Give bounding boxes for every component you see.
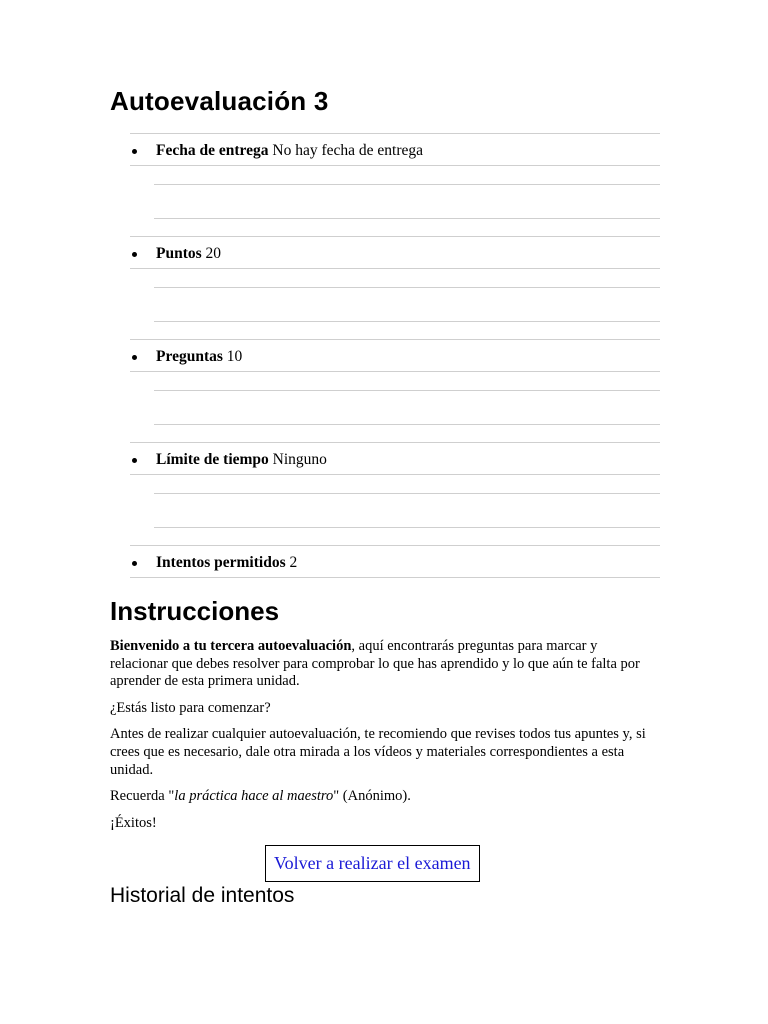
- divider: [154, 493, 660, 494]
- detail-label: Límite de tiempo: [156, 451, 269, 468]
- detail-value: 2: [289, 554, 298, 571]
- detail-row: [130, 133, 660, 166]
- detail-questions: [130, 339, 660, 442]
- detail-row: [130, 339, 660, 372]
- detail-spacer: [130, 269, 660, 339]
- detail-value: Ninguno: [272, 451, 327, 468]
- detail-spacer: [130, 372, 660, 442]
- divider: [154, 424, 660, 425]
- divider: [154, 218, 660, 219]
- bullet-icon: [132, 149, 137, 154]
- detail-label: Intentos permitidos: [156, 554, 286, 571]
- detail-points: [130, 236, 660, 339]
- advice-paragraph: Antes de realizar cualquier autoevaluación, te recomiendo que revises todos tus apuntes y, si crees que es necesario, dale otra mirada a los vídeos y materiales correspondientes a esta unidad.: [110, 726, 646, 778]
- divider: [154, 390, 660, 391]
- quote-text: la práctica hace al maestro: [174, 788, 334, 805]
- detail-label: Puntos: [156, 245, 202, 262]
- detail-label: Fecha de entrega: [156, 142, 269, 159]
- intro-text: , aquí encontrarás preguntas para marcar y relacionar que debes resolver para comprobar lo que has aprendido y lo que aún te falta por aprender de esta primera unidad.: [110, 638, 640, 690]
- instructions-title: Instrucciones: [110, 596, 280, 626]
- detail-label: Preguntas: [156, 348, 223, 365]
- detail-row: [130, 545, 660, 578]
- retake-container: [265, 845, 480, 882]
- detail-due-date: [130, 133, 660, 236]
- attempt-history-title: Historial de intentos: [110, 884, 295, 907]
- instructions-body: [110, 638, 656, 841]
- bullet-icon: [132, 252, 137, 257]
- quote-suffix: " (Anónimo).: [333, 788, 411, 805]
- detail-value: 20: [205, 245, 222, 262]
- intro-paragraph: [110, 638, 656, 691]
- closing-text: ¡Éxitos!: [110, 814, 157, 831]
- detail-row: [130, 442, 660, 475]
- divider: [154, 184, 660, 185]
- divider: [154, 287, 660, 288]
- quiz-details-list: [130, 133, 660, 578]
- retake-quiz-button[interactable]: Volver a realizar el examen: [265, 845, 480, 882]
- divider: [154, 527, 660, 528]
- detail-spacer: [130, 475, 660, 545]
- divider: [154, 321, 660, 322]
- bullet-icon: [132, 458, 137, 463]
- detail-allowed-attempts: [130, 545, 660, 578]
- bullet-icon: [132, 561, 137, 566]
- detail-time-limit: [130, 442, 660, 545]
- ready-question: ¿Estás listo para comenzar?: [110, 699, 271, 716]
- intro-bold-text: Bienvenido a tu tercera autoevaluación: [110, 638, 352, 654]
- quote-prefix: Recuerda ": [110, 788, 175, 805]
- detail-spacer: [130, 166, 660, 236]
- detail-value: No hay fecha de entrega: [272, 142, 423, 159]
- quote-paragraph: [110, 788, 656, 806]
- detail-row: [130, 236, 660, 269]
- bullet-icon: [132, 355, 137, 360]
- page-title: Autoevaluación 3: [110, 86, 329, 116]
- detail-value: 10: [226, 348, 243, 365]
